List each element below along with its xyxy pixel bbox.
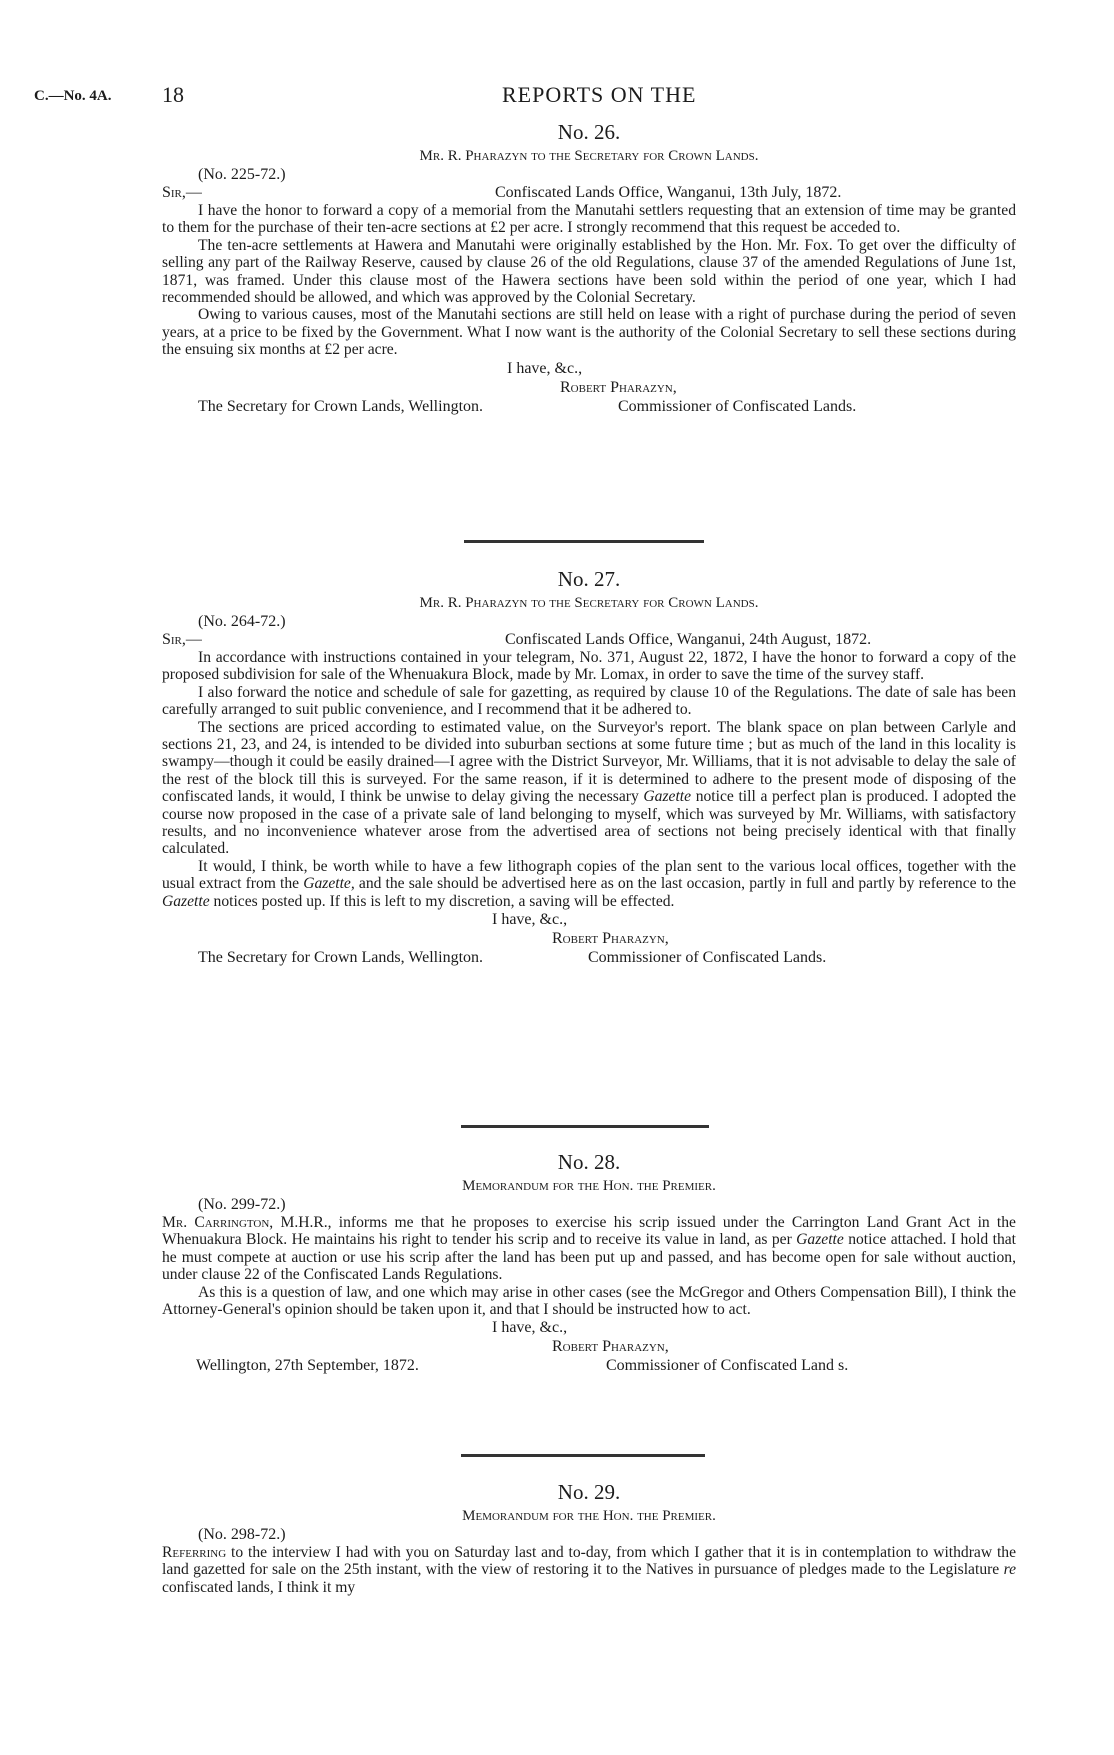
gazette-italic: Gazette,	[303, 875, 355, 893]
salutation-line	[162, 631, 1016, 649]
letter-no-27	[162, 565, 1016, 968]
reference-number: (No. 298-72.)	[198, 1526, 286, 1543]
signer-title: Commissioner of Confiscated Lands.	[588, 949, 827, 967]
gazette-italic: Gazette	[796, 1231, 844, 1249]
signature-block	[162, 910, 1016, 968]
document-code: C.—No. 4A.	[34, 88, 112, 104]
signature-block	[162, 359, 1016, 417]
memo-date: Wellington, 27th September, 1872.	[196, 1357, 419, 1375]
closing: I have, &c.,	[492, 1319, 568, 1337]
divider-rule	[464, 540, 704, 543]
signer-name: Robert Pharazyn,	[552, 1338, 669, 1356]
paragraph	[162, 1544, 1016, 1596]
text-run: notice till a perfect plan is produced. I adopted the course now proposed in the case of a private sale of land belonging to myself, which was surveyed by Mr. Williams, with satisfactory results, and no inconvenience whatever arose from the advertised area of sections not being precisely identical with that finally calculated.	[162, 788, 1016, 858]
salutation: Sir,—	[162, 184, 202, 201]
salutation-line	[162, 184, 1016, 202]
paragraph	[162, 1214, 1016, 1284]
letter-number: No. 29.	[557, 1480, 621, 1504]
letter-number: No. 27.	[557, 567, 621, 591]
re-italic: re	[1003, 1561, 1016, 1579]
lead-words: Referring	[162, 1544, 227, 1561]
gazette-italic: Gazette	[643, 788, 692, 806]
reference-number: (No. 299-72.)	[198, 1196, 286, 1213]
paragraph: Owing to various causes, most of the Manutahi sections are still held on lease with a right of purchase during the period of seven years, at a price to be fixed by the Government. What I now want is the authority of the Colonial Secretary to sell these sections during the ensuing six months at £2 per acre.	[162, 306, 1016, 359]
memo-no-28	[162, 1148, 1016, 1376]
letter-number: No. 28.	[557, 1150, 621, 1174]
letter-subtitle: Mr. R. Pharazyn to the Secretary for Crown Lands.	[419, 148, 759, 164]
text-run: confiscated lands, I think it my	[162, 1578, 356, 1596]
paragraph	[162, 719, 1016, 858]
letter-no-26	[162, 118, 1016, 417]
divider-rule	[461, 1125, 709, 1128]
letter-subtitle: Mr. R. Pharazyn to the Secretary for Crown Lands.	[419, 595, 759, 611]
signature-block	[162, 1318, 1016, 1376]
memo-subtitle: Memorandum for the Hon. the Premier.	[462, 1178, 716, 1194]
paragraph: As this is a question of law, and one which may arise in other cases (see the McGregor and Others Compensation Bill), I think the Attorney-General's opinion should be taken upon it, and that I should be instructed how to act.	[162, 1283, 1016, 1319]
memo-no-29	[162, 1478, 1016, 1596]
text-run: notice attached. I hold that he must compete at auction or use his scrip after the land has been put up and passed, and has become open for sale without auction, under clause 22 of the Confiscated Lands Regulations.	[162, 1231, 1016, 1284]
addressee: The Secretary for Crown Lands, Wellington.	[198, 397, 484, 415]
signer-title: Commissioner of Confiscated Land s.	[606, 1357, 849, 1375]
page-number: 18	[162, 82, 184, 107]
text-run: to the interview I had with you on Saturday last and to-day, from which I gather that it is in contemplation to withdraw the land gazetted for sale on the 25th instant, with the view of restoring it to the Natives in pursuance of pledges made to the Legislature	[162, 1544, 1016, 1579]
paragraph: I have the honor to forward a copy of a memorial from the Manutahi settlers requesting that an extension of time may be granted to them for the purchase of their ten-acre sections at £2 per acre. I strongly recommend that this request be acceded to.	[162, 202, 1016, 237]
paragraph	[162, 858, 1016, 910]
text-run: and the sale should be advertised here as on the last occasion, partly in full and partly by reference to the	[354, 875, 1017, 893]
paragraph: In accordance with instructions contained in your telegram, No. 371, August 22, 1872, I have the honor to forward a copy of the proposed subdivision for sale of the Whenuakura Block, made by Mr. Lomax, in order to save the time of the survey staff.	[162, 649, 1016, 684]
signer-title: Commissioner of Confiscated Lands.	[618, 397, 857, 415]
reference-number: (No. 225-72.)	[198, 166, 286, 183]
text-run: The sections are priced according to estimated value, on the Surveyor's report. The blank space on plan between Carlyle and sections 21, 23, and 24, is intended to be divided into suburban sections at some future time ; but as much of the land in this locality is swampy—though it could be easily drained—I agree with the District Surveyor, Mr. Williams, that it is not advisable to delay the sale of the rest of the block till this is surveyed. For the same reason, if it is determined to adhere to the present mode of disposing of the confiscated lands, it would, I think be unwise to delay giving the necessary	[162, 718, 1016, 806]
closing: I have, &c.,	[507, 359, 583, 377]
salutation: Sir,—	[162, 631, 202, 648]
addressee: The Secretary for Crown Lands, Wellington.	[198, 949, 484, 967]
paragraph: I also forward the notice and schedule of sale for gazetting, as required by clause 10 of the Regulations. The date of sale has been carefully arranged to suit public convenience, and I recommend that it be adhered to.	[162, 683, 1016, 719]
signer-name: Robert Pharazyn,	[560, 378, 677, 396]
text-run: notices posted up. If this is left to my discretion, a saving will be effected.	[209, 892, 675, 910]
letter-number: No. 26.	[557, 120, 621, 144]
running-title: REPORTS ON THE	[502, 82, 697, 107]
signer-name: Robert Pharazyn,	[552, 930, 669, 948]
place-date: Confiscated Lands Office, Wanganui, 24th August, 1872.	[505, 631, 872, 648]
gazette-italic: Gazette	[162, 892, 210, 910]
page-header	[34, 80, 1094, 110]
place-date: Confiscated Lands Office, Wanganui, 13th July, 1872.	[495, 184, 842, 201]
lead-words: Mr. Carrington,	[162, 1214, 274, 1231]
text-run: It would, I think, be worth while to have a few lithograph copies of the plan sent to the various local offices, together with the usual extract from the	[162, 857, 1016, 893]
closing: I have, &c.,	[492, 911, 568, 929]
text-run: M.H.R., informs me that he proposes to exercise his scrip issued under the Carrington Land Grant Act in the Whenuakura Block. He maintains his right to tender his scrip and to receive its value in land, as per	[162, 1214, 1016, 1249]
memo-subtitle: Memorandum for the Hon. the Premier.	[462, 1508, 716, 1524]
paragraph: The ten-acre settlements at Hawera and Manutahi were originally established by the Hon. Mr. Fox. To get over the difficulty of selling any part of the Railway Reserve, caused by clause 26 of the old Regulations, clause 37 of the amended Regulations of June 1st, 1871, was framed. Under this clause most of the Hawera sections have been sold within the period of one year, which I had recommended should be allowed, and which was approved by the Colonial Secretary.	[162, 236, 1016, 307]
reference-number: (No. 264-72.)	[198, 613, 286, 630]
divider-rule	[461, 1454, 705, 1457]
